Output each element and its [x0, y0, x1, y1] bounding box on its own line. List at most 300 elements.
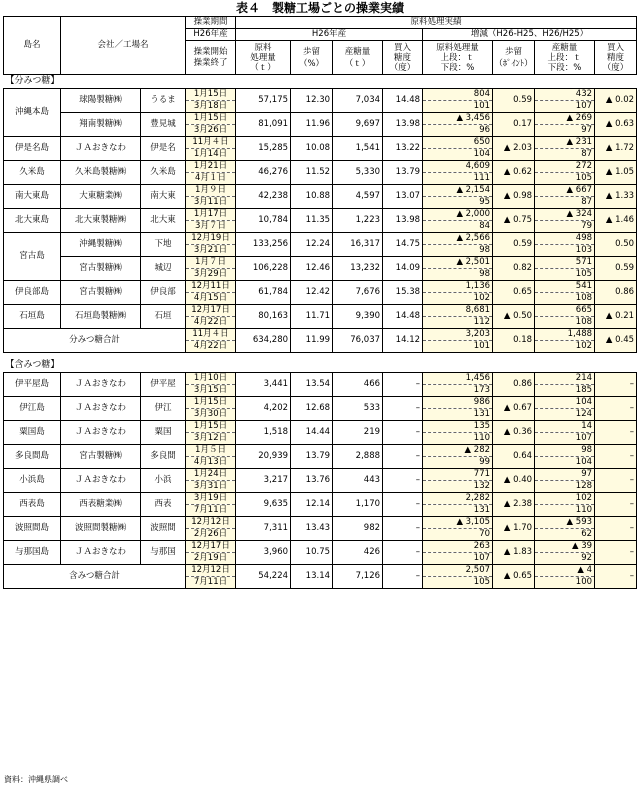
section-label-row — [4, 359, 637, 373]
end-date: 4月22日 — [186, 317, 236, 329]
delta-raw-pct: 107 — [423, 553, 493, 565]
delta-sugar-t: 104 — [535, 397, 595, 409]
company-name: 球陽製糖㈱ — [61, 89, 141, 113]
table-row — [4, 137, 637, 149]
sugar-amount: 443 — [333, 469, 383, 493]
delta-raw-t: 1,456 — [423, 373, 493, 385]
total-brix: – — [383, 565, 423, 589]
delta-raw-pct: 173 — [423, 385, 493, 397]
delta-yield: ▲ 1.83 — [493, 541, 535, 565]
header-col-line: 歩留 — [505, 46, 523, 57]
total-label: 含みつ糖合計 — [4, 565, 186, 589]
end-date: 2月19日 — [186, 553, 236, 565]
delta-raw-t: 986 — [423, 397, 493, 409]
raw-amount: 4,202 — [236, 397, 291, 421]
factory-name: 豊見城 — [141, 113, 186, 137]
delta-sugar-t: 97 — [535, 469, 595, 481]
island-name: 南大東島 — [4, 185, 61, 209]
raw-amount: 133,256 — [236, 233, 291, 257]
delta-sugar-pct: 105 — [535, 173, 595, 185]
total-delta-brix: ▲ 0.45 — [595, 329, 637, 353]
header-period-start: 操業開始 — [193, 46, 228, 57]
purchase-brix: 13.22 — [383, 137, 423, 161]
sugar-amount: 9,390 — [333, 305, 383, 329]
delta-brix: – — [595, 445, 637, 469]
island-name: 小浜島 — [4, 469, 61, 493]
table-row — [4, 445, 637, 457]
yield: 11.52 — [291, 161, 333, 185]
delta-brix: – — [595, 397, 637, 421]
purchase-brix: – — [383, 397, 423, 421]
header-col-line: 下段：% — [547, 62, 582, 73]
delta-brix: – — [595, 517, 637, 541]
header-col-line: 産糖量 — [344, 46, 371, 57]
yield: 13.54 — [291, 373, 333, 397]
island-name: 多良間島 — [4, 445, 61, 469]
delta-sugar-pct: 105 — [535, 269, 595, 281]
raw-amount: 1,518 — [236, 421, 291, 445]
delta-raw-t: 4,609 — [423, 161, 493, 173]
table-row — [4, 541, 637, 553]
purchase-brix: – — [383, 445, 423, 469]
raw-amount: 81,091 — [236, 113, 291, 137]
delta-sugar-t: ▲ 667 — [535, 185, 595, 197]
company-name: ＪＡおきなわ — [61, 373, 141, 397]
start-date: 1月９日 — [186, 185, 236, 197]
raw-amount: 46,276 — [236, 161, 291, 185]
factory-name: 多良間 — [141, 445, 186, 469]
delta-raw-t: 2,282 — [423, 493, 493, 505]
yield: 12.42 — [291, 281, 333, 305]
header-col-line: （度） — [389, 62, 416, 73]
sugar-amount: 5,330 — [333, 161, 383, 185]
company-name: 翔南製糖㈱ — [61, 113, 141, 137]
delta-raw-pct: 102 — [423, 293, 493, 305]
factory-name: 伊江 — [141, 397, 186, 421]
end-date: 3月30日 — [186, 409, 236, 421]
delta-sugar-pct: 62 — [535, 529, 595, 541]
total-start-date: 11月４日 — [186, 329, 236, 341]
raw-amount: 7,311 — [236, 517, 291, 541]
delta-yield: ▲ 0.67 — [493, 397, 535, 421]
delta-brix: ▲ 0.02 — [595, 89, 637, 113]
sugar-amount: 2,888 — [333, 445, 383, 469]
yield: 12.30 — [291, 89, 333, 113]
start-date: 1月24日 — [186, 469, 236, 481]
end-date: 3月18日 — [186, 101, 236, 113]
start-date: 1月７日 — [186, 257, 236, 269]
table-row — [4, 113, 637, 125]
company-name: 大東糖業㈱ — [61, 185, 141, 209]
delta-sugar-pct: 124 — [535, 409, 595, 421]
yield: 13.43 — [291, 517, 333, 541]
delta-yield: ▲ 0.40 — [493, 469, 535, 493]
delta-yield: 0.59 — [493, 233, 535, 257]
factory-name: 北大東 — [141, 209, 186, 233]
header-island: 島名 — [4, 17, 61, 75]
company-name: ＪＡおきなわ — [61, 137, 141, 161]
purchase-brix: – — [383, 541, 423, 565]
delta-sugar-pct: 110 — [535, 505, 595, 517]
end-date: 7月11日 — [186, 505, 236, 517]
header-col-line: （ｔ） — [344, 58, 371, 69]
factory-name: 伊良部 — [141, 281, 186, 305]
start-date: 11月４日 — [186, 137, 236, 149]
raw-amount: 80,163 — [236, 305, 291, 329]
start-date: 1月21日 — [186, 161, 236, 173]
delta-raw-pct: 131 — [423, 505, 493, 517]
header-results-year: H26年産 — [236, 29, 423, 41]
table-row — [4, 185, 637, 197]
yield: 13.79 — [291, 445, 333, 469]
total-delta-yield: 0.18 — [493, 329, 535, 353]
table-header — [4, 17, 637, 75]
header-col-2 — [333, 41, 383, 75]
delta-raw-pct: 112 — [423, 317, 493, 329]
delta-brix: 0.59 — [595, 257, 637, 281]
delta-sugar-t: 498 — [535, 233, 595, 245]
end-date: 3月26日 — [186, 125, 236, 137]
delta-yield: 0.64 — [493, 445, 535, 469]
table-row — [4, 421, 637, 433]
island-name: 北大東島 — [4, 209, 61, 233]
delta-raw-pct: 84 — [423, 221, 493, 233]
delta-sugar-t: 571 — [535, 257, 595, 269]
delta-raw-pct: 98 — [423, 269, 493, 281]
delta-yield: 0.17 — [493, 113, 535, 137]
company-name: ＪＡおきなわ — [61, 541, 141, 565]
island-name: 伊良部島 — [4, 281, 61, 305]
total-end-date: 4月22日 — [186, 341, 236, 353]
island-name: 伊是名島 — [4, 137, 61, 161]
delta-sugar-pct: 92 — [535, 553, 595, 565]
raw-amount: 15,285 — [236, 137, 291, 161]
table-row — [4, 257, 637, 269]
purchase-brix: 14.48 — [383, 305, 423, 329]
end-date: 3月15日 — [186, 385, 236, 397]
delta-raw-pct: 96 — [423, 125, 493, 137]
header-period-year: H26年産 — [186, 29, 236, 41]
header-col-7 — [595, 41, 637, 75]
header-col-line: 下段：% — [440, 62, 475, 73]
delta-raw-pct: 111 — [423, 173, 493, 185]
delta-sugar-t: 102 — [535, 493, 595, 505]
delta-sugar-t: 432 — [535, 89, 595, 101]
sugar-amount: 219 — [333, 421, 383, 445]
sugar-amount: 16,317 — [333, 233, 383, 257]
delta-sugar-pct: 87 — [535, 197, 595, 209]
delta-raw-t: ▲ 2,000 — [423, 209, 493, 221]
delta-brix: ▲ 1.33 — [595, 185, 637, 209]
island-name: 宮古島 — [4, 233, 61, 281]
sugar-amount: 4,597 — [333, 185, 383, 209]
section-label: 【含みつ糖】 — [4, 359, 637, 373]
start-date: 12月11日 — [186, 281, 236, 293]
header-col-line: （%） — [298, 58, 325, 69]
header-col-line: 原料 — [254, 42, 272, 53]
header-col-line: 原料処理量 — [436, 42, 479, 53]
delta-raw-t: 771 — [423, 469, 493, 481]
raw-amount: 57,175 — [236, 89, 291, 113]
start-date: 1月５日 — [186, 445, 236, 457]
total-delta-raw-pct: 105 — [423, 577, 493, 589]
factory-name: 粟国 — [141, 421, 186, 445]
factory-name: 南大東 — [141, 185, 186, 209]
total-yield: 11.99 — [291, 329, 333, 353]
header-col-line: 産糖量 — [551, 42, 578, 53]
header-col-line: （ﾎﾟｲﾝﾄ） — [494, 58, 533, 69]
delta-brix: ▲ 1.72 — [595, 137, 637, 161]
header-results: 原料処理実績 — [236, 17, 637, 29]
factory-name: 下地 — [141, 233, 186, 257]
raw-amount: 9,635 — [236, 493, 291, 517]
header-col-line: （ｔ） — [250, 62, 276, 73]
end-date: 4月１日 — [186, 173, 236, 185]
total-delta-raw-t: 3,203 — [423, 329, 493, 341]
delta-sugar-t: ▲ 269 — [535, 113, 595, 125]
purchase-brix: 13.98 — [383, 209, 423, 233]
island-name: 与那国島 — [4, 541, 61, 565]
delta-yield: 0.59 — [493, 89, 535, 113]
purchase-brix: – — [383, 517, 423, 541]
end-date: 3月31日 — [186, 481, 236, 493]
delta-brix: ▲ 1.46 — [595, 209, 637, 233]
yield: 10.88 — [291, 185, 333, 209]
start-date: 3月19日 — [186, 493, 236, 505]
sugar-amount: 1,170 — [333, 493, 383, 517]
delta-sugar-pct: 108 — [535, 293, 595, 305]
total-row — [4, 565, 637, 577]
sugar-amount: 7,676 — [333, 281, 383, 305]
header-col-line: 上段：ｔ — [440, 52, 475, 63]
delta-raw-pct: 110 — [423, 433, 493, 445]
table-row — [4, 397, 637, 409]
yield: 14.44 — [291, 421, 333, 445]
delta-yield: 0.65 — [493, 281, 535, 305]
end-date: 1月14日 — [186, 149, 236, 161]
delta-sugar-t: 272 — [535, 161, 595, 173]
raw-amount: 61,784 — [236, 281, 291, 305]
sugar-amount: 1,541 — [333, 137, 383, 161]
header-col-6 — [535, 41, 595, 75]
raw-amount: 10,784 — [236, 209, 291, 233]
header-col-line: 上段：ｔ — [547, 52, 582, 63]
delta-raw-t: 650 — [423, 137, 493, 149]
company-name: 宮古製糖㈱ — [61, 445, 141, 469]
factory-name: うるま — [141, 89, 186, 113]
island-name: 粟国島 — [4, 421, 61, 445]
delta-sugar-t: 665 — [535, 305, 595, 317]
purchase-brix: – — [383, 493, 423, 517]
header-col-5 — [493, 41, 535, 75]
total-raw-amount: 634,280 — [236, 329, 291, 353]
island-name: 伊江島 — [4, 397, 61, 421]
delta-raw-pct: 70 — [423, 529, 493, 541]
delta-yield: ▲ 0.50 — [493, 305, 535, 329]
delta-raw-pct: 98 — [423, 245, 493, 257]
purchase-brix: 14.75 — [383, 233, 423, 257]
delta-raw-t: ▲ 3,456 — [423, 113, 493, 125]
factory-name: 久米島 — [141, 161, 186, 185]
header-col-4 — [423, 41, 493, 75]
delta-yield: ▲ 0.36 — [493, 421, 535, 445]
purchase-brix: 13.79 — [383, 161, 423, 185]
island-name: 西表島 — [4, 493, 61, 517]
end-date: 3月11日 — [186, 197, 236, 209]
start-date: 12月17日 — [186, 541, 236, 553]
delta-sugar-pct: 107 — [535, 101, 595, 113]
table-row — [4, 161, 637, 173]
yield: 11.35 — [291, 209, 333, 233]
purchase-brix: 13.98 — [383, 113, 423, 137]
delta-raw-t: ▲ 3,105 — [423, 517, 493, 529]
delta-yield: ▲ 2.03 — [493, 137, 535, 161]
delta-brix: – — [595, 421, 637, 445]
purchase-brix: 14.09 — [383, 257, 423, 281]
table-row — [4, 373, 637, 385]
end-date: 3月12日 — [186, 433, 236, 445]
header-period: 操業期間 — [186, 17, 236, 29]
company-name: 北大東製糖㈱ — [61, 209, 141, 233]
header-col-line: （度） — [602, 62, 629, 73]
table-row — [4, 493, 637, 505]
delta-sugar-pct: 128 — [535, 481, 595, 493]
company-name: 宮古製糖㈱ — [61, 281, 141, 305]
header-col-line: 買入 — [607, 42, 625, 53]
delta-sugar-pct: 103 — [535, 245, 595, 257]
purchase-brix: 15.38 — [383, 281, 423, 305]
total-sugar-amount: 7,126 — [333, 565, 383, 589]
delta-yield: ▲ 2.38 — [493, 493, 535, 517]
raw-amount: 42,238 — [236, 185, 291, 209]
factory-name: 伊是名 — [141, 137, 186, 161]
delta-sugar-t: 541 — [535, 281, 595, 293]
end-date: 4月13日 — [186, 457, 236, 469]
delta-raw-t: ▲ 2,501 — [423, 257, 493, 269]
total-delta-brix: – — [595, 565, 637, 589]
sugar-mill-results-table — [3, 16, 637, 589]
total-end-date: 7月11日 — [186, 577, 236, 589]
delta-sugar-t: ▲ 39 — [535, 541, 595, 553]
purchase-brix: – — [383, 373, 423, 397]
company-name: 波照間製糖㈱ — [61, 517, 141, 541]
sugar-amount: 9,697 — [333, 113, 383, 137]
total-row — [4, 329, 637, 341]
raw-amount: 3,960 — [236, 541, 291, 565]
raw-amount: 3,217 — [236, 469, 291, 493]
total-start-date: 12月12日 — [186, 565, 236, 577]
delta-sugar-pct: 185 — [535, 385, 595, 397]
header-col-line: 買入 — [394, 42, 412, 53]
island-name: 石垣島 — [4, 305, 61, 329]
table-row — [4, 233, 637, 245]
sugar-amount: 426 — [333, 541, 383, 565]
end-date: 3月７日 — [186, 221, 236, 233]
start-date: 1月17日 — [186, 209, 236, 221]
start-date: 1月10日 — [186, 373, 236, 385]
delta-sugar-pct: 97 — [535, 125, 595, 137]
total-delta-raw-pct: 101 — [423, 341, 493, 353]
company-name: ＪＡおきなわ — [61, 421, 141, 445]
delta-raw-pct: 95 — [423, 197, 493, 209]
table-row — [4, 89, 637, 101]
header-company: 会社／工場名 — [61, 17, 186, 75]
header-col-line: 処理量 — [250, 52, 276, 63]
end-date: 2月26日 — [186, 529, 236, 541]
sugar-amount: 982 — [333, 517, 383, 541]
header-col-3 — [383, 41, 423, 75]
header-col-0 — [236, 41, 291, 75]
source-note: 資料：沖縄県調べ — [4, 775, 68, 784]
total-delta-sugar-pct: 100 — [535, 577, 595, 589]
company-name: 沖縄製糖㈱ — [61, 233, 141, 257]
raw-amount: 20,939 — [236, 445, 291, 469]
start-date: 1月15日 — [186, 421, 236, 433]
table-body — [4, 75, 637, 589]
sugar-amount: 533 — [333, 397, 383, 421]
section-label: 【分みつ糖】 — [4, 75, 637, 89]
delta-brix: – — [595, 373, 637, 397]
delta-sugar-pct: 79 — [535, 221, 595, 233]
section-label-row — [4, 75, 637, 89]
purchase-brix: 14.48 — [383, 89, 423, 113]
factory-name: 伊平屋 — [141, 373, 186, 397]
yield: 12.46 — [291, 257, 333, 281]
delta-yield: 0.82 — [493, 257, 535, 281]
delta-raw-pct: 101 — [423, 101, 493, 113]
yield: 12.24 — [291, 233, 333, 257]
delta-brix: – — [595, 493, 637, 517]
table-row — [4, 281, 637, 293]
delta-raw-t: 263 — [423, 541, 493, 553]
table-row — [4, 209, 637, 221]
total-label: 分みつ糖合計 — [4, 329, 186, 353]
delta-raw-pct: 132 — [423, 481, 493, 493]
delta-yield: 0.86 — [493, 373, 535, 397]
table-row — [4, 305, 637, 317]
delta-raw-t: ▲ 2,154 — [423, 185, 493, 197]
delta-brix: 0.50 — [595, 233, 637, 257]
delta-yield: ▲ 0.98 — [493, 185, 535, 209]
header-col-line: 糖度 — [394, 52, 412, 63]
delta-raw-pct: 104 — [423, 149, 493, 161]
island-name: 久米島 — [4, 161, 61, 185]
purchase-brix: – — [383, 469, 423, 493]
island-name: 沖縄本島 — [4, 89, 61, 137]
end-date: 3月29日 — [186, 269, 236, 281]
delta-yield: ▲ 1.70 — [493, 517, 535, 541]
delta-raw-pct: 99 — [423, 457, 493, 469]
delta-sugar-t: 14 — [535, 421, 595, 433]
header-col-line: 精度 — [607, 52, 625, 63]
start-date: 12月17日 — [186, 305, 236, 317]
delta-raw-pct: 131 — [423, 409, 493, 421]
total-yield: 13.14 — [291, 565, 333, 589]
delta-sugar-pct: 87 — [535, 149, 595, 161]
delta-raw-t: 135 — [423, 421, 493, 433]
total-delta-raw-t: 2,507 — [423, 565, 493, 577]
header-change: 増減（H26-H25、H26/H25） — [423, 29, 637, 41]
header-period-end: 操業終了 — [193, 57, 228, 68]
delta-brix: 0.86 — [595, 281, 637, 305]
sugar-amount: 13,232 — [333, 257, 383, 281]
factory-name: 波照間 — [141, 517, 186, 541]
delta-raw-t: ▲ 282 — [423, 445, 493, 457]
start-date: 12月12日 — [186, 517, 236, 529]
end-date: 3月21日 — [186, 245, 236, 257]
delta-sugar-pct: 108 — [535, 317, 595, 329]
delta-brix: ▲ 0.21 — [595, 305, 637, 329]
